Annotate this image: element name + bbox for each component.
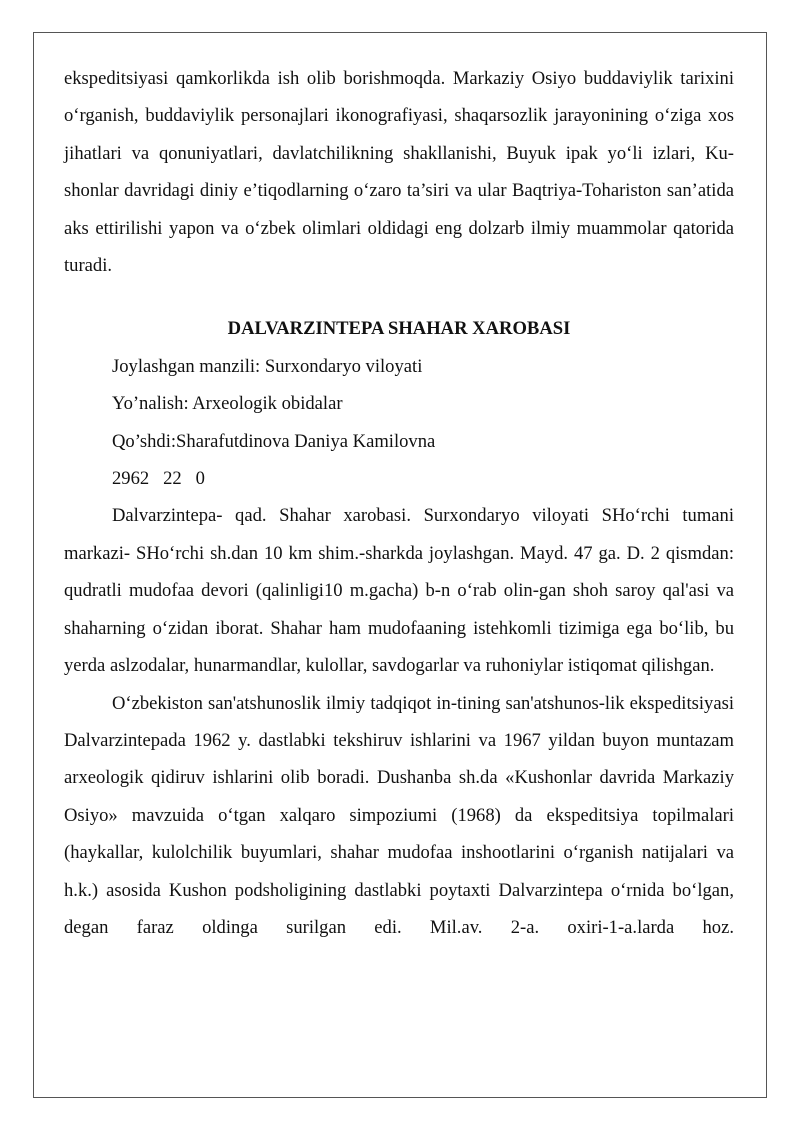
section-heading: DALVARZINTEPA SHAHAR XAROBASI <box>227 318 571 340</box>
direction-line: Yo’nalish: Arxeologik obidalar <box>112 393 343 415</box>
body-paragraph-1: Dalvarzintepa- qad. Shahar xarobasi. Surxondaryo viloyati SHo‘rchi tumani markazi- SHo‘rchi sh.dan 10 km shim.-sharkda joylashgan. Mayd. 47 ga. D. 2 qismdan: qudratli mudofaa devori (qalinligi10 m.gacha) b-n o‘rab olin-gan shoh saroy qal'asi va shaharning o‘zidan iborat. Shahar ham mudofaaning istehkomli tizimiga ega bo‘lib, bu yerda aslzodalar, hunarmandlar, kulollar, savdogarlar va ruhoniylar istiqomat qilishgan. <box>64 505 734 677</box>
author-line: Qo’shdi:Sharafutdinova Daniya Kamilovna <box>112 430 436 452</box>
intro-paragraph: ekspeditsiyasi qamkorlikda ish olib borishmoqda. Markaziy Osiyo buddaviylik tarixini o‘rganish, buddaviylik personajlari ikonografiyasi, shaqarsozlik jarayonining o‘ziga xos jihatlari va qonuniyatlari, davlatchilikning shakllanishi, Buyuk ipak yo‘li izlari, Ku-shonlar davridagi diniy e’tiqodlarning o‘zaro ta’siri va ular Baqtriya-Tohariston san’atida aks ettirilishi yapon va o‘zbek olimlari oldidagi eng dolzarb ilmiy muammolar qatorida turadi. <box>64 68 734 277</box>
body-paragraph-2: O‘zbekiston san'atshunoslik ilmiy tadqiqot in-tining san'atshunos-lik ekspeditsiyasi Dalvarzintepada 1962 y. dastlabki tekshiruv ishlarini va 1967 yildan buyon muntazam arxeologik qidiruv ishlarini olib boradi. Dushanba sh.da «Kushonlar davrida Markaziy Osiyo» mavzuida o‘tgan xalqaro simpoziumi (1968) da ekspeditsiya topilmalari (haykallar, kulolchilik buyumlari, shahar mudofaa inshootlarini o‘rganish natijalari va h.k.) asosida Kushon podsholigining dastlabki poytaxti Dalvarzintepa o‘rnida bo‘lgan, degan faraz oldinga surilgan edi. Mil.av. 2-a. oxiri-1-a.larda hoz. <box>64 692 734 938</box>
document-body <box>64 60 734 946</box>
location-line: Joylashgan manzili: Surxondaryo viloyati <box>112 355 423 377</box>
code-line: 2962 22 0 <box>112 468 205 490</box>
